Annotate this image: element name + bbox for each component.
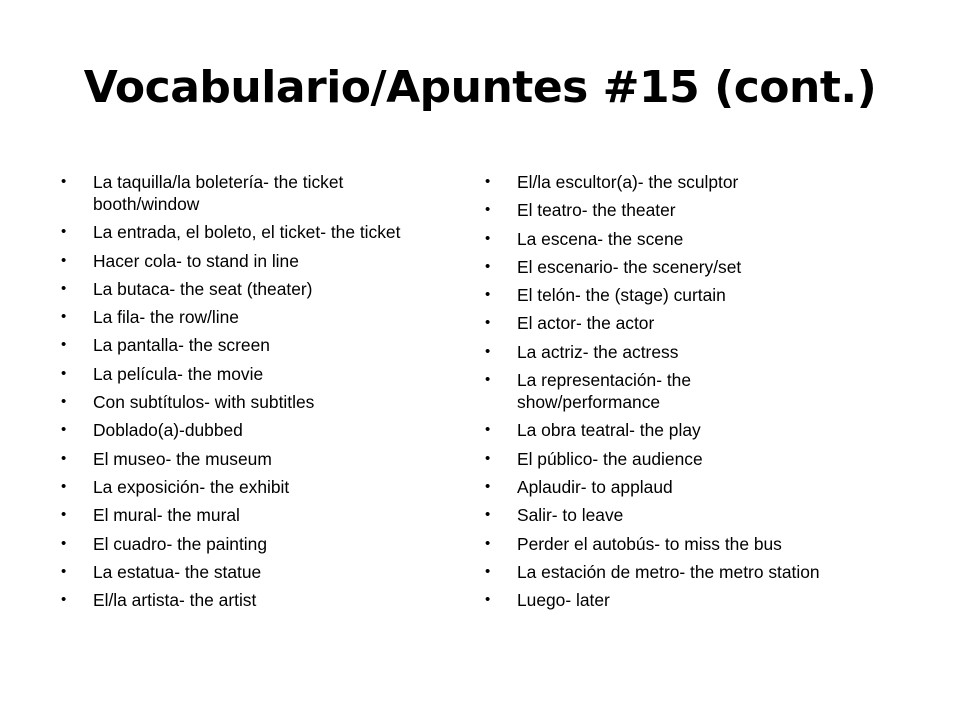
bullet-icon: •: [485, 173, 491, 190]
bullet-icon: •: [61, 364, 67, 382]
right-list-item: [484, 284, 834, 306]
bullet-icon: •: [485, 229, 491, 247]
bullet-icon: •: [61, 279, 67, 297]
bullet-icon: •: [485, 591, 491, 609]
right-list-item: [484, 341, 834, 363]
left-list-item-text: El/la artista- the artist: [93, 590, 257, 611]
bullet-icon: •: [485, 534, 491, 552]
left-list-item: [60, 391, 410, 413]
bullet-icon: •: [61, 173, 67, 190]
bullet-icon: •: [61, 336, 67, 354]
bullet-icon: •: [61, 591, 67, 609]
right-list-item-text: Luego- later: [517, 590, 610, 611]
right-list-item: [484, 476, 834, 498]
right-list-item-text: El actor- the actor: [517, 313, 655, 334]
right-list-item: [484, 312, 834, 334]
left-list-item: [60, 221, 410, 243]
left-list-item-text: La pantalla- the screen: [93, 335, 270, 356]
left-list-item-text: El cuadro- the painting: [93, 533, 268, 554]
left-list-item: [60, 306, 410, 328]
bullet-icon: •: [61, 223, 67, 241]
right-bullet-list: [484, 171, 834, 617]
slide-title: Vocabulario/Apuntes #15 (cont.): [83, 62, 877, 113]
right-list-item-text: La escena- the scene: [517, 228, 684, 249]
left-list-item-text: El mural- the mural: [93, 505, 240, 526]
left-list-item-text: La butaca- the seat (theater): [93, 278, 313, 299]
left-list-item-text: Doblado(a)-dubbed: [93, 420, 243, 441]
left-list-item: [60, 589, 410, 611]
bullet-icon: •: [485, 342, 491, 360]
right-list-item: [484, 589, 834, 611]
left-list-item-text: Hacer cola- to stand in line: [93, 250, 299, 271]
left-list-item-text: La taquilla/la boletería- the ticket booth/window: [93, 172, 344, 214]
bullet-icon: •: [485, 421, 491, 439]
bullet-icon: •: [485, 286, 491, 304]
left-list-item: [60, 171, 410, 215]
right-list-item-text: La actriz- the actress: [517, 341, 679, 362]
right-list-item: [484, 171, 834, 193]
right-list-item: [484, 448, 834, 470]
right-list-item-text: La estación de metro- the metro station: [517, 561, 820, 582]
left-list-item: [60, 419, 410, 441]
right-list-item: [484, 561, 834, 583]
left-list-item: [60, 278, 410, 300]
left-list-item: [60, 504, 410, 526]
right-list-item-text: La representación- the show/performance: [517, 370, 692, 413]
left-list-item: [60, 334, 410, 356]
right-list-item-text: Perder el autobús- to miss the bus: [517, 533, 782, 554]
bullet-icon: •: [61, 421, 67, 439]
right-list-item-text: La obra teatral- the play: [517, 420, 701, 441]
bullet-icon: •: [61, 477, 67, 495]
left-list-item: [60, 448, 410, 470]
bullet-icon: •: [485, 477, 491, 495]
left-list-item-text: La estatua- the statue: [93, 561, 262, 582]
bullet-icon: •: [61, 534, 67, 552]
right-list-item-text: El/la escultor(a)- the sculptor: [517, 172, 739, 192]
left-list-item: [60, 476, 410, 498]
right-list-item: [484, 504, 834, 526]
bullet-icon: •: [485, 371, 491, 389]
right-list-item-text: El público- the audience: [517, 448, 703, 469]
right-list-item: [484, 533, 834, 555]
left-list-item-text: El museo- the museum: [93, 448, 272, 469]
left-list-item-text: La película- the movie: [93, 363, 264, 384]
right-list-item-text: El escenario- the scenery/set: [517, 256, 742, 277]
bullet-icon: •: [61, 251, 67, 269]
bullet-icon: •: [485, 506, 491, 524]
left-bullet-list: [60, 171, 410, 617]
left-list-item: [60, 250, 410, 272]
right-list-item-text: Salir- to leave: [517, 505, 624, 526]
right-list-item: [484, 199, 834, 221]
bullet-icon: •: [61, 562, 67, 580]
bullet-icon: •: [61, 506, 67, 524]
bullet-icon: •: [485, 449, 491, 467]
right-list-item: [484, 369, 834, 413]
left-list-item-text: La fila- the row/line: [93, 307, 239, 328]
bullet-icon: •: [61, 308, 67, 326]
bullet-icon: •: [485, 562, 491, 580]
right-list-item: [484, 419, 834, 441]
bullet-icon: •: [61, 393, 67, 411]
bullet-icon: •: [485, 314, 491, 332]
left-list-item: [60, 363, 410, 385]
bullet-icon: •: [61, 449, 67, 467]
right-list-item-text: El telón- the (stage) curtain: [517, 285, 726, 306]
left-list-item: [60, 561, 410, 583]
right-list-item-text: El teatro- the theater: [517, 200, 676, 221]
bullet-icon: •: [485, 201, 491, 219]
right-list-item-text: Aplaudir- to applaud: [517, 476, 673, 497]
left-list-item-text: Con subtítulos- with subtitles: [93, 392, 315, 413]
right-list-item: [484, 256, 834, 278]
left-list-item-text: La exposición- the exhibit: [93, 476, 290, 497]
left-list-item: [60, 533, 410, 555]
left-list-item-text: La entrada, el boleto, el ticket- the ticket: [93, 222, 401, 243]
right-list-item: [484, 228, 834, 250]
bullet-icon: •: [485, 257, 491, 275]
